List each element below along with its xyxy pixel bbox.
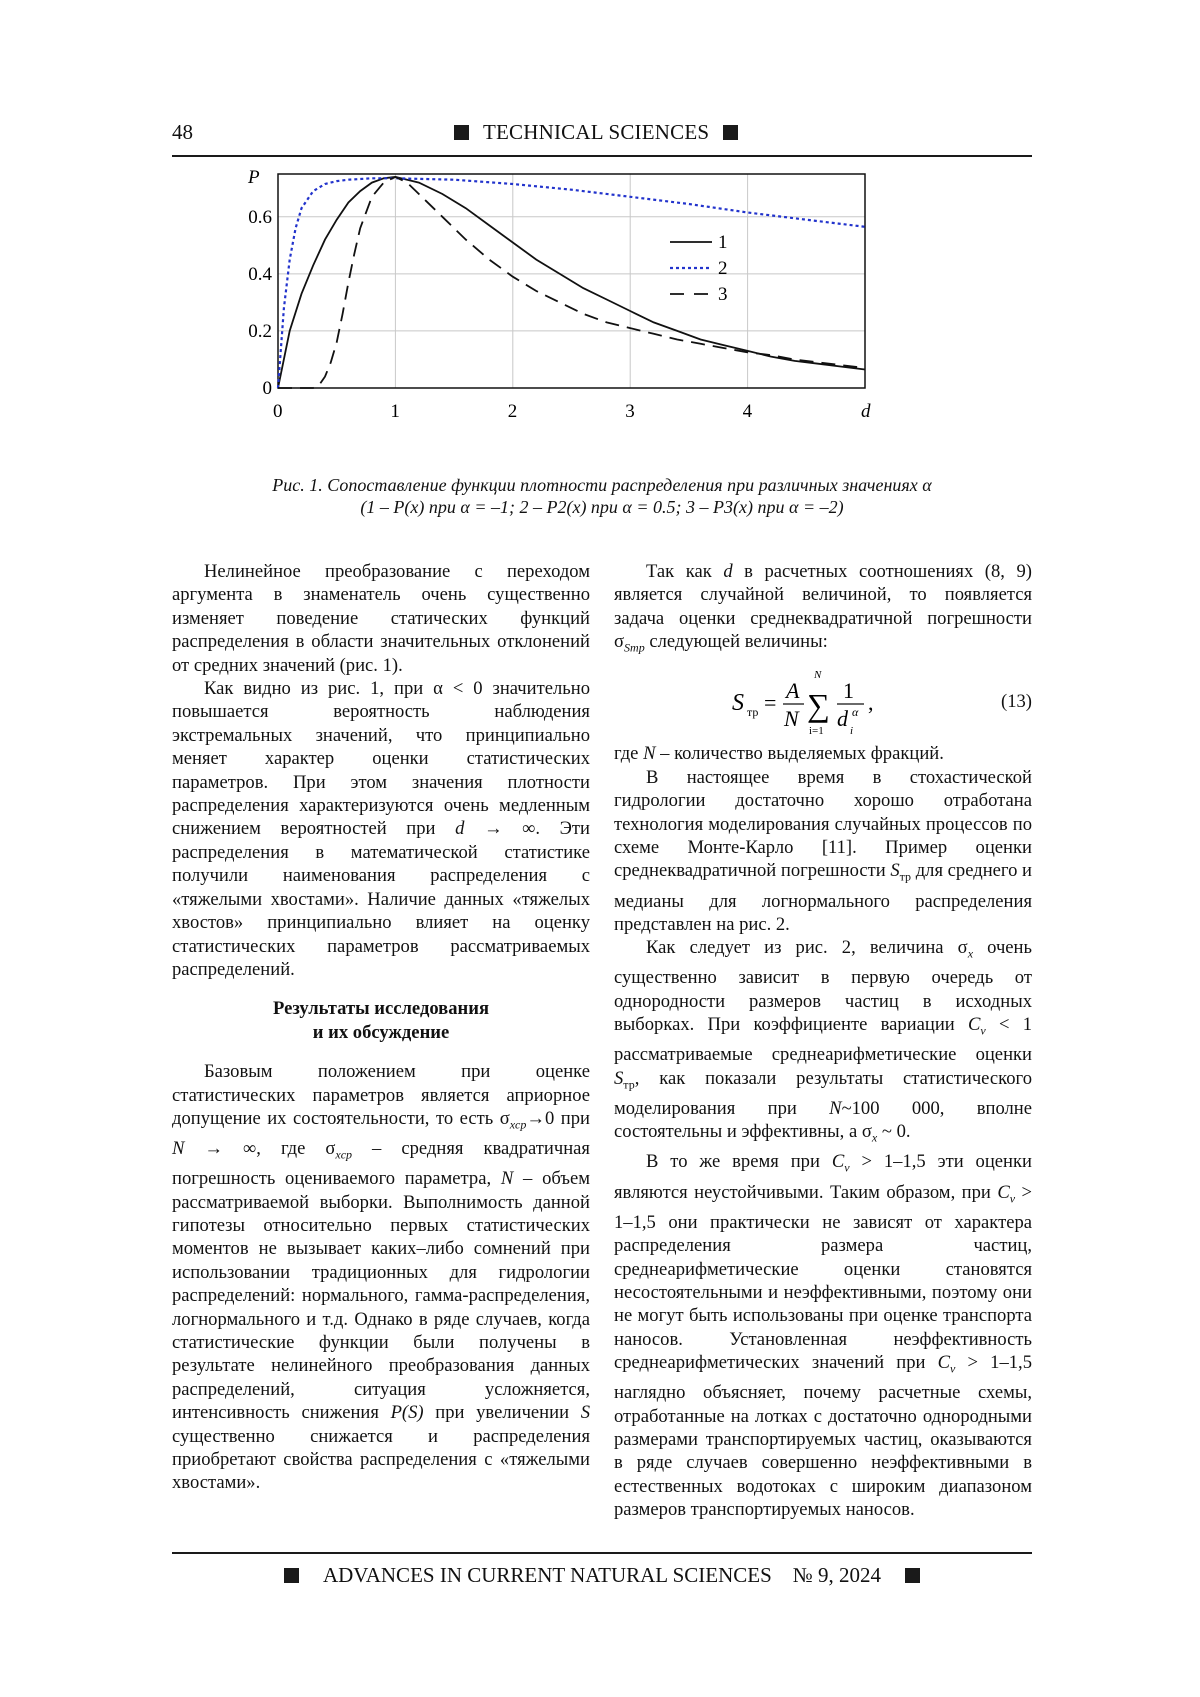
- text: > 1–1,5 наглядно объясняет, почему расчетные схемы, отработанные на лотках с достаточно однородными размерами транспортируемых частиц, оказываются в ряде случаев совершенно неэффективными в естественных водотоках с широким диапазоном размеров транспортируемых наносов.: [614, 1352, 1032, 1521]
- formula-d-sup: α: [852, 705, 859, 720]
- text: > 1–1,5 они практически не зависят от характера распределения размера частиц, среднеарифметические оценки становятся несостоятельными и неэффективными, поэтому они не могут быть использованы при оценке транспорта наносов. Установленная неэффективность среднеарифметических значений при: [614, 1181, 1032, 1374]
- text: – средняя квадратичная погрешность оцениваемого параметра,: [172, 1138, 590, 1190]
- series-line-2: [278, 178, 865, 388]
- square-bullet-icon: [454, 125, 469, 140]
- subscript: v: [1009, 1191, 1016, 1206]
- chart-series: [278, 177, 865, 388]
- left-column: [172, 560, 590, 1495]
- text: ~ 0.: [877, 1121, 911, 1143]
- formula-one: 1: [843, 678, 854, 704]
- var-S: S: [614, 1067, 624, 1089]
- subscript: xср: [509, 1117, 527, 1132]
- paragraph: [614, 742, 1032, 765]
- var-C: C: [967, 1014, 981, 1036]
- caption-line-2: (1 – P(x) при α = –1; 2 – P2(x) при α = 0.5; 3 – P3(x) при α = –2): [360, 497, 844, 517]
- y-axis-label: P: [248, 167, 260, 188]
- page-number: 48: [172, 120, 193, 144]
- density-chart: [240, 165, 960, 465]
- series-line-3: [278, 177, 865, 388]
- paragraph: [614, 766, 1032, 937]
- sum-icon: ∑: [807, 687, 830, 724]
- heading-line: и их обсуждение: [312, 1021, 450, 1043]
- y-tick-label: 0.4: [248, 263, 272, 285]
- square-bullet-icon: [284, 1568, 299, 1583]
- formula-d-sub: i: [850, 725, 854, 738]
- var-S: S: [890, 860, 900, 882]
- x-tick-label: 3: [625, 401, 635, 422]
- subscript: тр: [623, 1077, 635, 1092]
- y-tick-label: 0.2: [248, 320, 272, 342]
- subscript: Sтр: [624, 640, 645, 655]
- section-title: TECHNICAL SCIENCES: [483, 120, 710, 144]
- x-tick-label: 2: [507, 401, 518, 422]
- journal-section-header: [440, 120, 752, 145]
- sum-top: N: [814, 669, 822, 682]
- heading-line: Результаты исследования: [272, 998, 490, 1020]
- var-N: N: [500, 1168, 514, 1190]
- formula-A: A: [786, 678, 800, 704]
- caption-line-1: Рис. 1. Сопоставление функции плотности распределения при различных значениях α: [272, 475, 932, 495]
- paragraph: [614, 560, 1032, 660]
- var-PS: P(S): [390, 1402, 424, 1424]
- text: Как видно из рис. 1, при α < 0 значительно повышается вероятность наблюдения экстремальных значений, что принципиально меняет характер оценки статистических параметров. При этом значения плотности распределения характеризуются очень медленным снижением вероятностей при: [172, 678, 590, 840]
- text: Так как: [646, 561, 724, 582]
- formula-graphic: [614, 666, 1032, 738]
- y-tick-label: 0: [262, 378, 272, 399]
- formula-comma: ,: [868, 690, 874, 716]
- right-column: [614, 560, 1032, 1522]
- subscript: xср: [335, 1147, 353, 1162]
- issue-number: № 9, 2024: [792, 1563, 882, 1587]
- var-C: C: [831, 1151, 845, 1173]
- text: ~100 000, вполне состоятельны и эффективны, а σ: [614, 1097, 1032, 1143]
- header-rule: [172, 155, 1032, 157]
- formula-lhs: S: [732, 690, 744, 717]
- subscript: x: [967, 947, 974, 962]
- var-C: C: [997, 1181, 1010, 1203]
- text: при увеличении: [423, 1402, 581, 1424]
- x-axis-label: d: [861, 401, 871, 422]
- text: следующей величины:: [644, 631, 828, 653]
- series-line-1: [278, 177, 865, 388]
- paragraph: [172, 677, 590, 981]
- subscript: v: [980, 1023, 986, 1038]
- square-bullet-icon: [723, 125, 738, 140]
- footer: [172, 1563, 1032, 1588]
- journal-name: ADVANCES IN CURRENT NATURAL SCIENCES: [322, 1563, 772, 1587]
- formula-d: d: [837, 706, 848, 732]
- var-N: N: [829, 1097, 842, 1119]
- text: > 1–1,5 эти оценки являются неустойчивыми. Таким образом, при: [614, 1151, 1032, 1203]
- subscript: v: [950, 1361, 956, 1376]
- text: очень существенно зависит в первую очередь от однородности размеров частиц в исходных выборках. При коэффициенте вариации: [614, 937, 1032, 1036]
- var-N: N: [172, 1138, 185, 1160]
- sum-bottom: i=1: [809, 725, 824, 738]
- formula-eq: =: [764, 690, 777, 716]
- text: В настоящее время в стохастической гидрологии достаточно хорошо отработана технология моделирования случайных процессов по схеме Монте-Карло [11]. Пример оценки среднеквадратичной погрешности: [614, 766, 1032, 882]
- text: →0 при: [526, 1107, 590, 1129]
- var-C: C: [937, 1352, 951, 1374]
- legend-label: 1: [718, 232, 728, 253]
- paragraph: Нелинейное преобразование с переходом аргумента в знаменатель очень существенно изменяет поведение статических функций распределения в области значительных отклонений от средних значений (рис. 1).: [172, 561, 590, 676]
- var-d: d: [455, 818, 465, 840]
- figure-caption: [172, 474, 1032, 518]
- var-d: d: [723, 561, 733, 582]
- text: → ∞. Эти распределения в математической статистике получили наименования распределения с «тяжелыми хвостами». Наличие данных «тяжелых хвостов» принципиально влияет на оценку статистических параметров рассматриваемых распределений.: [172, 818, 590, 980]
- formula-N: N: [784, 706, 799, 732]
- paragraph: [172, 1060, 590, 1495]
- var-N: N: [643, 743, 656, 765]
- text: Как следует из рис. 2, величина σ: [646, 937, 968, 959]
- text: В то же время при: [646, 1151, 832, 1173]
- chart-legend: [670, 232, 728, 305]
- section-heading: [172, 997, 590, 1044]
- paragraph: [614, 936, 1032, 1150]
- subscript: v: [844, 1161, 850, 1176]
- text: < 1 рассматриваемые среднеарифметические оценки: [614, 1014, 1032, 1066]
- var-S: S: [580, 1402, 590, 1424]
- text: → ∞, где σ: [184, 1138, 336, 1160]
- x-tick-label: 0: [273, 401, 283, 422]
- x-tick-label: 1: [390, 401, 400, 422]
- subscript: тр: [899, 870, 912, 885]
- equation-number: (13): [1001, 691, 1032, 713]
- text: – количество выделяемых фракций.: [655, 743, 944, 765]
- text: для среднего и медианы для логнормального распределения представлен на рис. 2.: [614, 860, 1032, 935]
- y-tick-label: 0.6: [248, 206, 272, 228]
- subscript: x: [871, 1131, 878, 1146]
- text: , как показали результаты статистического моделирования при: [614, 1067, 1032, 1119]
- text: Базовым положением при оценке статистических параметров является априорное допущение их состоятельности, то есть σ: [172, 1061, 590, 1129]
- formula-lhs-sub: тр: [747, 705, 759, 720]
- text: в расчетных соотношениях (8, 9) является случайной величиной, то появляется задача оценки среднеквадратичной погрешности σ: [614, 561, 1032, 653]
- text: – объем рассматриваемой выборки. Выполнимость данной гипотезы относительно первых статистических моментов не вызывает каких–либо сомнений при использовании традиционных для гидрологии распределений: нормального, гамма-распределения, логнормального и т.д. Однако в ряде случаев, когда статистические функции были получены в результате нелинейного преобразования данных распределений, ситуация усложняется, интенсивность снижения: [172, 1168, 590, 1424]
- legend-label: 3: [718, 284, 728, 305]
- x-tick-label: 4: [742, 401, 753, 422]
- square-bullet-icon: [905, 1568, 920, 1583]
- text: существенно снижается и распределения приобретают свойства распределения с «тяжелыми хвостами».: [172, 1425, 590, 1494]
- paragraph: [614, 1150, 1032, 1521]
- equation-13: [614, 666, 1032, 738]
- footer-rule: [172, 1552, 1032, 1554]
- text: где: [614, 743, 644, 765]
- legend-label: 2: [718, 258, 728, 279]
